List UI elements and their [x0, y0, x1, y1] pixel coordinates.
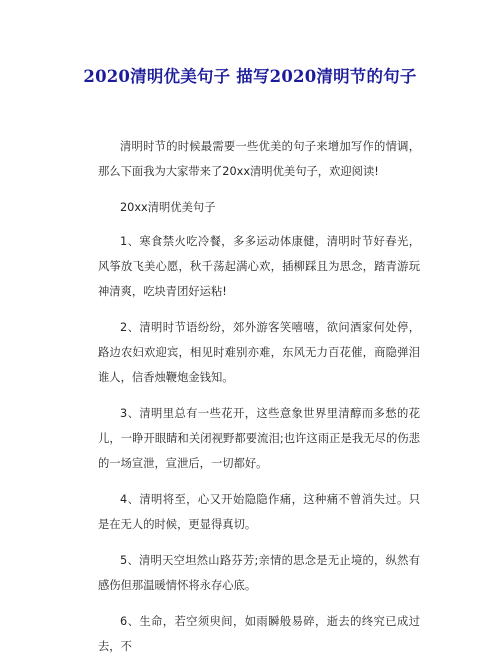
- sentence-paragraph-6: 6、生命，若空须臾间，如雨瞬般易碎，逝去的终究已成过去，不: [98, 615, 420, 653]
- document-body: [98, 134, 420, 670]
- sentence-paragraph-2: 2、清明时节语纷纷，郊外游客笑嘻嘻，欲问酒家何处停，路边农妇欢迎宾，相见时难别亦难，东风无力百花催，商隐弹泪谁人，信香烛鞭炮金钱知。: [98, 321, 420, 384]
- sentence-paragraph-5: 5、清明天空坦然山路芬芳;亲情的思念是无止境的，纵然有感伤但那温暖情怀将永存心底。: [98, 554, 420, 592]
- section-heading: 20xx清明优美句子: [120, 201, 216, 214]
- sentence-paragraph-1: 1、寒食禁火吃冷餐，多多运动体康健，清明时节好春光，风筝放飞美心愿，秋千荡起满心欢，插柳踩且为思念，踏青游玩神清爽，吃块青团好运粘!: [98, 235, 420, 298]
- intro-paragraph: 清明时节的时候最需要一些优美的句子来增加写作的情调，那么下面我为大家带来了20xx清明优美句子，欢迎阅读!: [98, 140, 420, 178]
- sentence-paragraph-4: 4、清明将至，心又开始隐隐作痛，这种痛不曾消失过。只是在无人的时候，更显得真切。: [98, 493, 420, 531]
- sentence-paragraph-3: 3、清明里总有一些花开，这些意象世界里清醇而多愁的花儿，一睁开眼睛和关闭视野都要流泪;也许这雨正是我无尽的伤悲的一场宣泄，宣泄后，一切都好。: [98, 407, 420, 470]
- document-title: 2020清明优美句子 描写2020清明节的句子: [83, 67, 417, 86]
